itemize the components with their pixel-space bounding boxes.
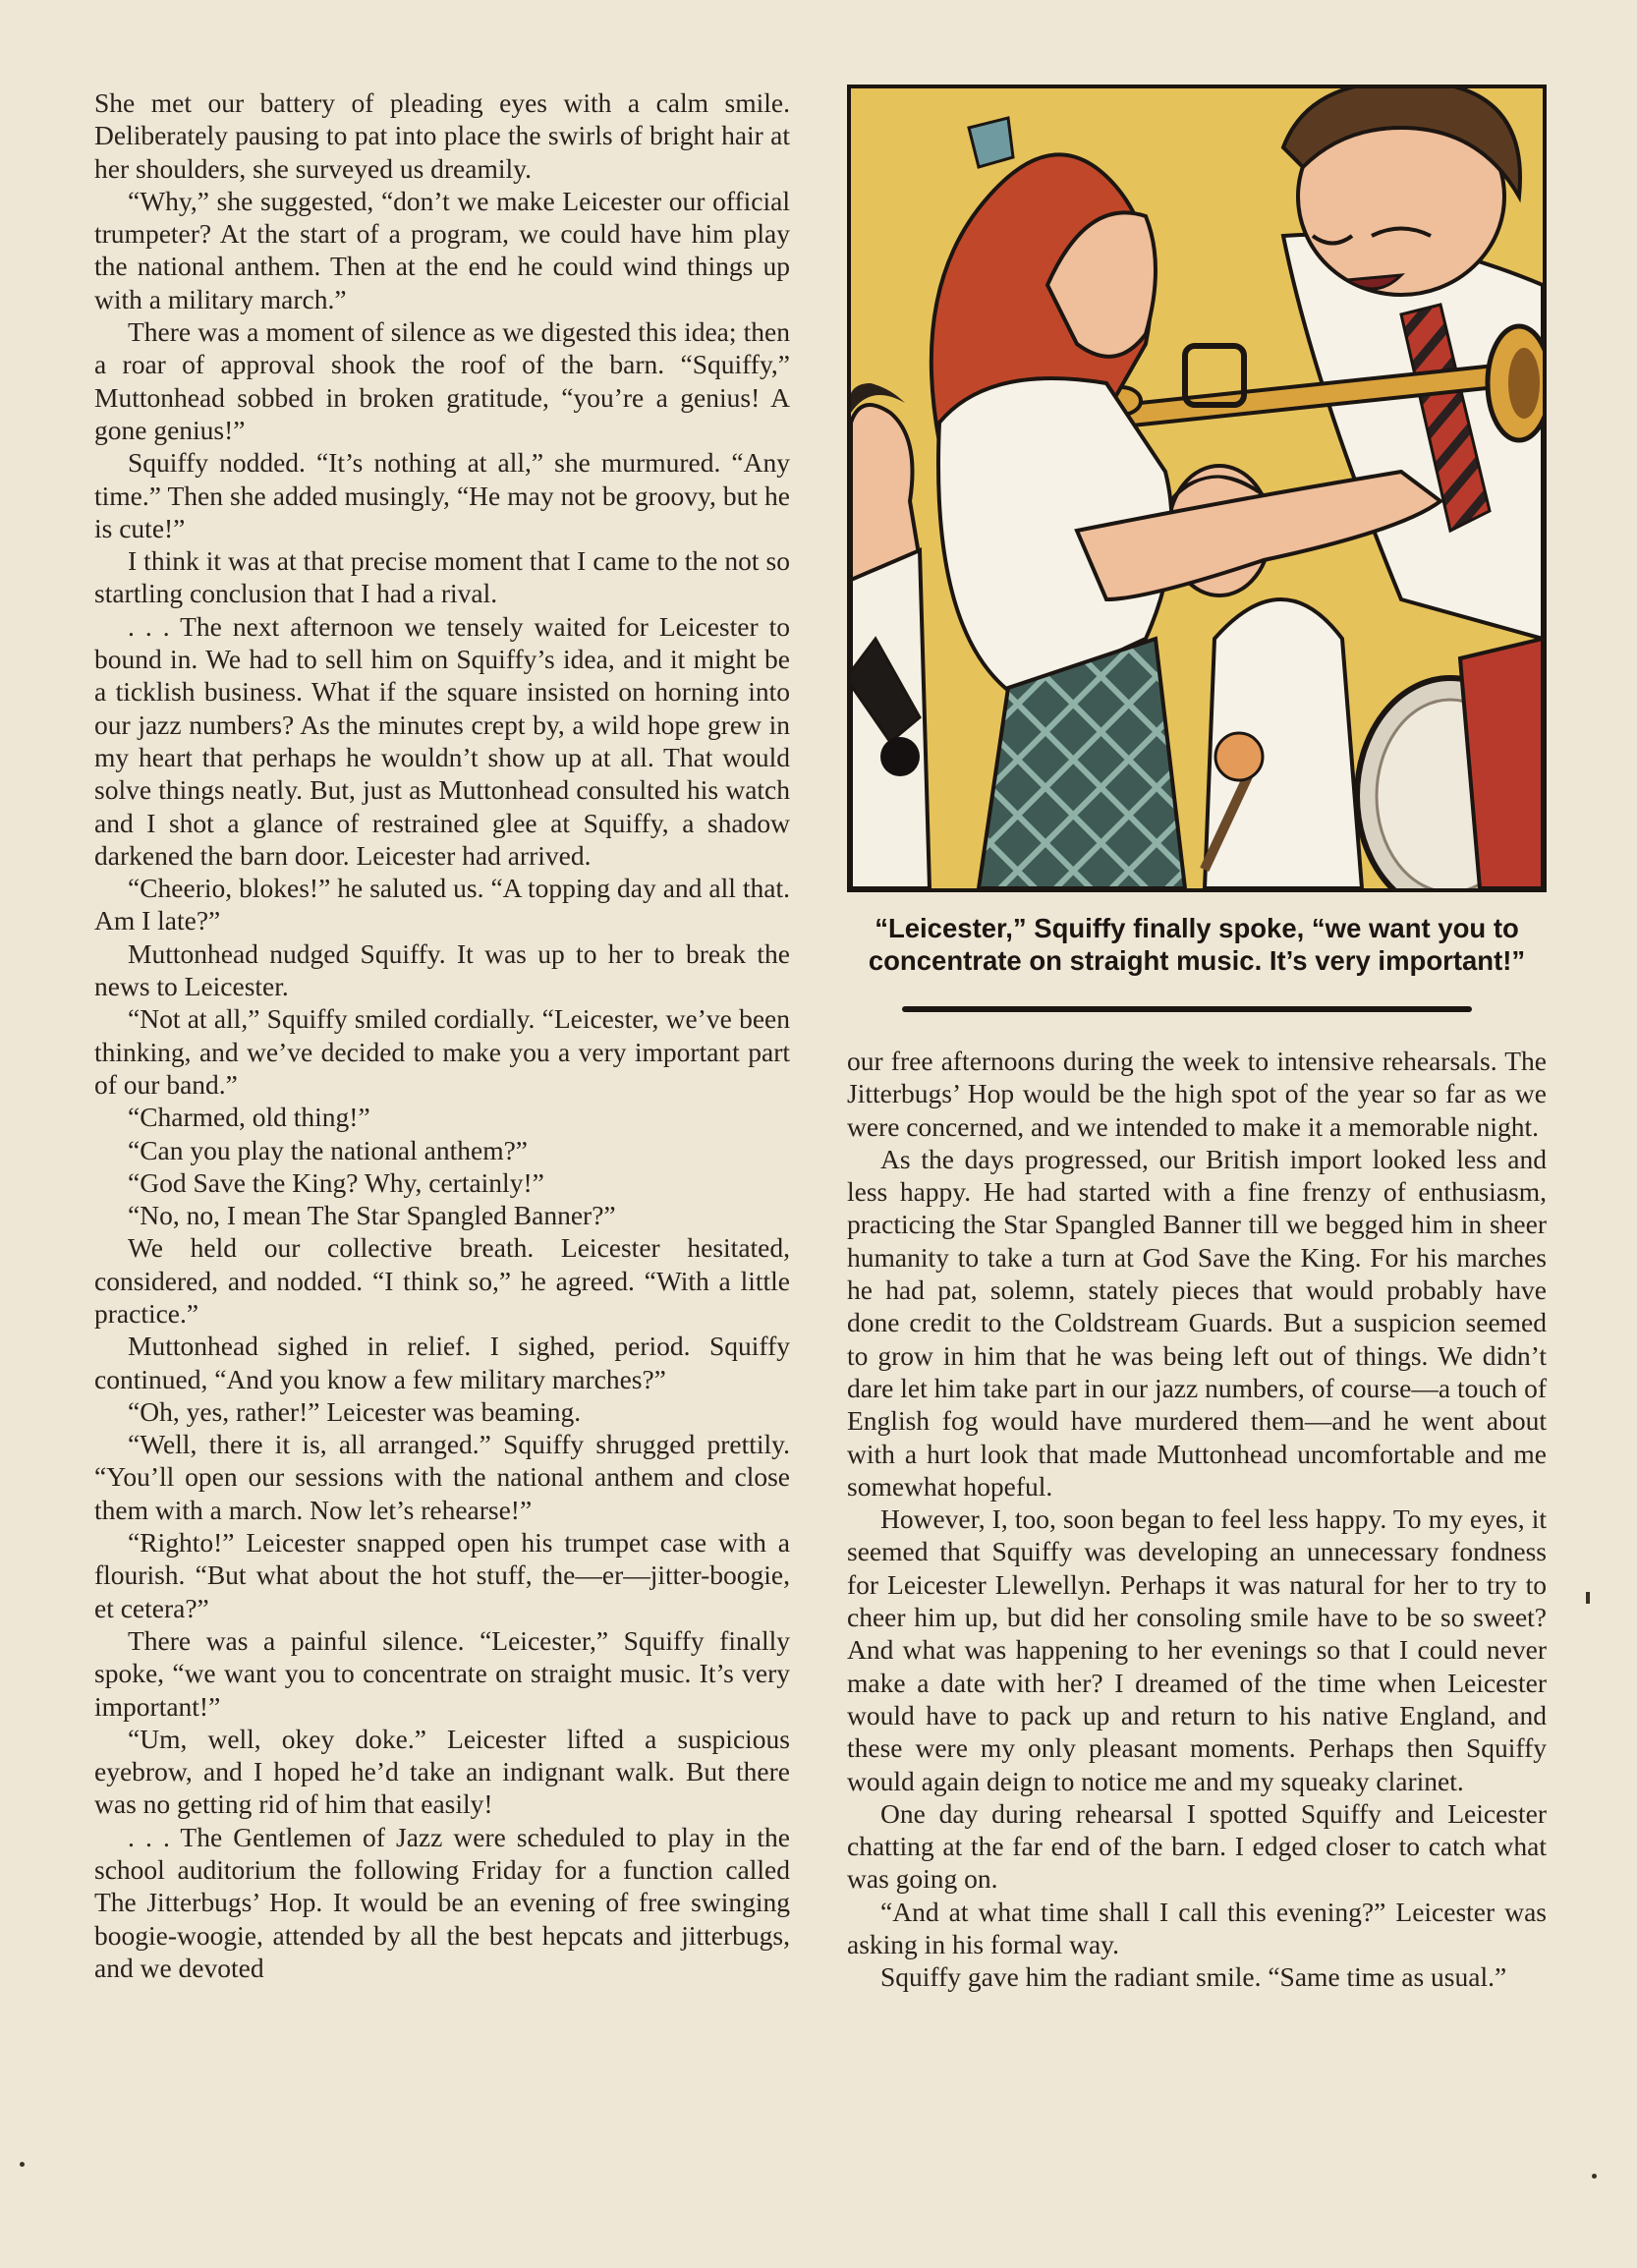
paragraph: There was a moment of silence as we digested this idea; then a roar of approval shook the roof of the barn. “Squiffy,” Muttonhead sobbed in broken gratitude, “you’re a genius! A gone genius!” (94, 316, 790, 445)
left-text-column (94, 86, 790, 1984)
paragraph: “Um, well, okey doke.” Leicester lifted a suspicious eyebrow, and I hoped he’d take an indignant walk. But there was no getting rid of him that easily! (94, 1723, 790, 1820)
paragraph: “Not at all,” Squiffy smiled cordially. “Leicester, we’ve been thinking, and we’ve decided to make you a very important part of our band.” (94, 1003, 790, 1100)
paragraph: One day during rehearsal I spotted Squiffy and Leicester chatting at the far end of the barn. I edged closer to catch what was going on. (847, 1797, 1547, 1895)
paragraph: “Can you play the national anthem?” (128, 1134, 529, 1165)
illustration-svg (851, 88, 1543, 888)
comic-illustration-panel (847, 85, 1547, 892)
paragraph: We held our collective breath. Leicester hesitated, considered, and nodded. “I think so,” he agreed. “With a little practice.” (94, 1232, 790, 1329)
paragraph: “Why,” she suggested, “don’t we make Leicester our official trumpeter? At the start of a program, we could have him play the national anthem. Then at the end he could wind things up with a military march.” (94, 185, 790, 314)
caption-underline (902, 1006, 1472, 1012)
paragraph: “Well, there it is, all arranged.” Squiffy shrugged prettily. “You’ll open our sessions with the national anthem and close them with a march. Now let’s rehearse!” (94, 1429, 790, 1525)
print-mark (20, 2162, 25, 2167)
print-mark (1592, 2174, 1597, 2179)
paragraph: our free afternoons during the week to intensive rehearsals. The Jitterbugs’ Hop would be the high spot of the year so far as we were concerned, and we intended to make it a memorable night. (847, 1046, 1547, 1142)
paragraph: As the days progressed, our British import looked less and less happy. He had started with a fine frenzy of enthusiasm, practicing the Star Spangled Banner till we begged him in sheer humanity to take a turn at God Save the King. For his marches he had pat, solemn, stately pieces that would probably have done credit to the Coldstream Guards. But a suspicion seemed to grow in him that he was being left out of things. We didn’t dare let him take part in our jazz numbers, of course—a touch of English fog would have murdered them—and he went about with a hurt look that made Muttonhead uncomfortable and me somewhat hopeful. (847, 1143, 1547, 1502)
paragraph: Squiffy gave him the radiant smile. “Same time as usual.” (880, 1961, 1507, 1993)
paragraph: She met our battery of pleading eyes with a calm smile. Deliberately pausing to pat into place the swirls of bright hair at her shoulders, she surveyed us dreamily. (94, 87, 790, 184)
paragraph: . . . The next afternoon we tensely waited for Leicester to bound in. We had to sell him on Squiffy’s idea, and it might be a ticklish business. What if the square insisted on horning into our jazz numbers? As the minutes crept by, a wild hope grew in my heart that perhaps he wouldn’t show up at all. That would solve things neatly. But, just as Muttonhead consulted his watch and I shot a glance of restrained glee at Squiffy, a shadow darkened the barn door. Leicester had arrived. (94, 610, 790, 871)
right-text-column (847, 1045, 1547, 1994)
paragraph: “Cheerio, blokes!” he saluted us. “A topping day and all that. Am I late?” (94, 873, 790, 936)
paragraph: “And at what time shall I call this evening?” Leicester was asking in his formal way. (847, 1896, 1547, 1960)
paragraph: . . . The Gentlemen of Jazz were scheduled to play in the school auditorium the following Friday for a function called The Jitterbugs’ Hop. It would be an evening of free swinging boogie-woogie, attended by all the best hepcats and jitterbugs, and we devoted (94, 1821, 790, 1983)
paragraph: I think it was at that precise moment that I came to the not so startling conclusion that I had a rival. (94, 545, 790, 609)
paragraph: There was a painful silence. “Leicester,” Squiffy finally spoke, “we want you to concentrate on straight music. It’s very important!” (94, 1624, 790, 1722)
paragraph: Muttonhead sighed in relief. I sighed, period. Squiffy continued, “And you know a few military marches?” (94, 1331, 790, 1394)
paragraph: “God Save the King? Why, certainly!” (128, 1166, 544, 1198)
paragraph: However, I, too, soon began to feel less happy. To my eyes, it seemed that Squiffy was developing an unnecessary fondness for Leicester Llewellyn. Perhaps it was natural for her to try to cheer him up, but did her consoling smile have to be so sweet? And what was happening to her evenings so that I could never make a date with her? I dreamed of the time when Leicester would have to pack up and return to his native England, and these were my only pleasant moments. Perhaps then Squiffy would again deign to notice me and my squeaky clarinet. (847, 1503, 1547, 1796)
paragraph: Squiffy nodded. “It’s nothing at all,” she murmured. “Any time.” Then she added musingly, “He may not be groovy, but he is cute!” (94, 447, 790, 543)
paragraph: “Charmed, old thing!” (128, 1102, 370, 1133)
illustration-caption: “Leicester,” Squiffy finally spoke, “we want you to concentrate on straight music. It’s very important!” (868, 913, 1526, 976)
paragraph: “Oh, yes, rather!” Leicester was beaming. (128, 1395, 582, 1427)
paragraph: “Righto!” Leicester snapped open his trumpet case with a flourish. “But what about the hot stuff, the—er—jitter-boogie, et cetera?” (94, 1527, 790, 1623)
paragraph: Muttonhead nudged Squiffy. It was up to her to break the news to Leicester. (94, 937, 790, 1002)
paragraph: “No, no, I mean The Star Spangled Banner?” (128, 1200, 616, 1231)
print-mark (1586, 1592, 1590, 1604)
